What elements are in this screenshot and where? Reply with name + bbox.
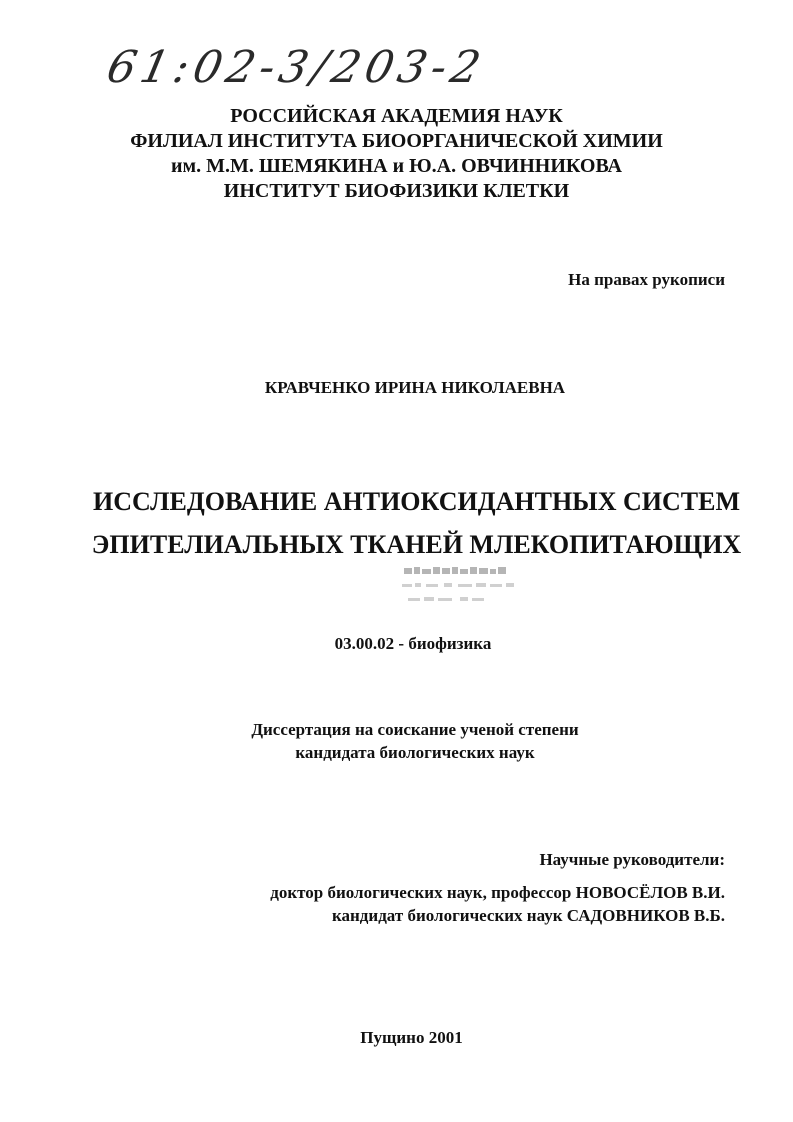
faded-library-stamp bbox=[400, 566, 520, 616]
title-line-2: ЭПИТЕЛИАЛЬНЫХ ТКАНЕЙ МЛЕКОПИТАЮЩИХ bbox=[91, 530, 742, 559]
rights-notice: На правах рукописи bbox=[568, 270, 725, 289]
city-year: Пущино 2001 bbox=[360, 1028, 463, 1047]
supervisors-block bbox=[270, 848, 725, 927]
dissertation-title bbox=[0, 480, 793, 566]
organization-line-2: ФИЛИАЛ ИНСТИТУТА БИООРГАНИЧЕСКОЙ ХИМИИ bbox=[130, 130, 663, 152]
degree-statement bbox=[0, 718, 793, 764]
supervisors-heading: Научные руководители: bbox=[539, 850, 725, 869]
author-name: КРАВЧЕНКО ИРИНА НИКОЛАЕВНА bbox=[264, 378, 566, 397]
supervisor-2: кандидат биологических наук САДОВНИКОВ В.Б. bbox=[331, 906, 725, 925]
degree-line-1: Диссертация на соискание ученой степени bbox=[251, 720, 579, 739]
organization-line-4: ИНСТИТУТ БИОФИЗИКИ КЛЕТКИ bbox=[223, 180, 570, 202]
specialty-code: 03.00.02 - биофизика bbox=[334, 634, 492, 653]
title-line-1: ИССЛЕДОВАНИЕ АНТИОКСИДАНТНЫХ СИСТЕМ bbox=[93, 487, 740, 516]
organization-line-3: им. М.М. ШЕМЯКИНА и Ю.А. ОВЧИННИКОВА bbox=[171, 155, 622, 177]
degree-line-2: кандидата биологических наук bbox=[295, 743, 535, 762]
organization-block bbox=[0, 104, 793, 204]
handwritten-catalog-number: 61:02-3/203-2 bbox=[102, 42, 490, 93]
supervisor-1: доктор биологических наук, профессор НОВОСЁЛОВ В.И. bbox=[270, 883, 725, 902]
organization-line-1: РОССИЙСКАЯ АКАДЕМИЯ НАУК bbox=[230, 105, 563, 127]
